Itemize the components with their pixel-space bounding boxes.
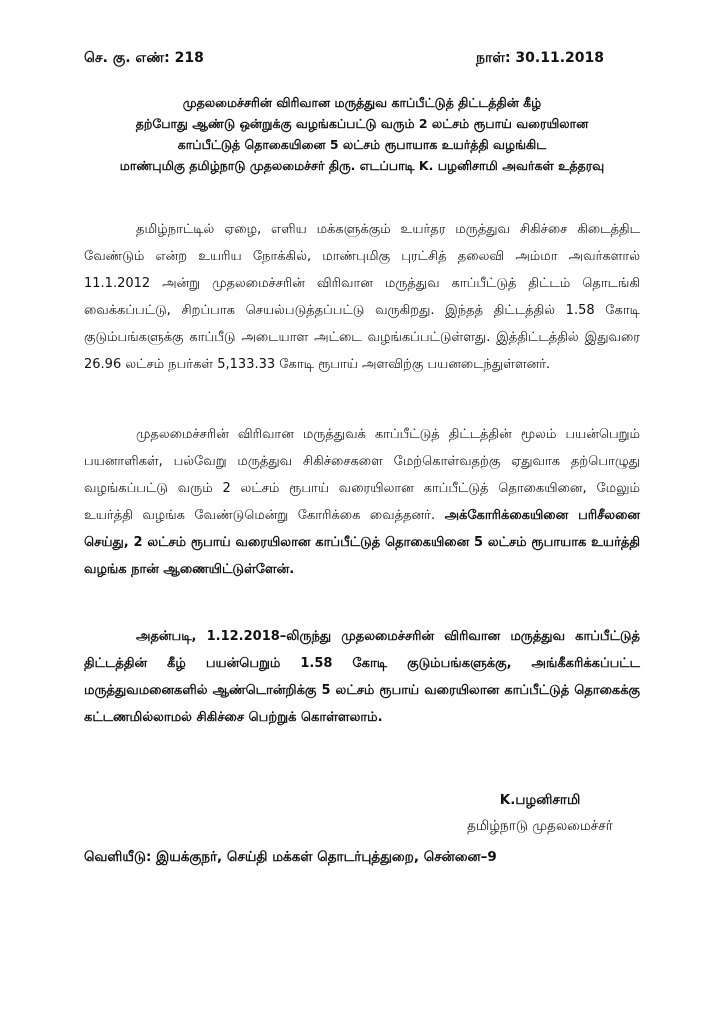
paragraph-effective-date: அதன்படி, 1.12.2018–லிருந்து முதலமைச்சரின் விரிவான மருத்துவ காப்பீட்டுத் திட்டத்தின் கீழ் பயன்பெறும் 1.58 கோடி குடும்பங்களுக்கு, அங்கீகரிக்கப்பட்ட மருத்துவமனைகளில் ஆண்டொன்றிக்கு 5 லட்சம் ரூபாய் வரையிலான காப்பீட்டுத் தொகைக்கு கட்டணமில்லாமல் சிகிச்சை பெற்றுக் கொள்ளலாம். [84,629,640,725]
subject-line: காப்பீட்டுத் தொகையினை 5 லட்சம் ரூபாயாக உயர்த்தி வழங்கிட [177,137,547,152]
release-footer: வெளியீடு: இயக்குநர், செய்தி மக்கள் தொடர்புத்துறை, சென்னை–9 [84,849,497,865]
subject-line: மாண்புமிகு தமிழ்நாடு முதலமைச்சர் திரு. எடப்பாடி K. பழனிசாமி அவர்கள் உத்தரவு [119,158,605,173]
paragraph-request-text: முதலமைச்சரின் விரிவான மருத்துவக் காப்பீட்டுத் திட்டத்தின் மூலம் பயன்பெறும் பயனாளிகள், பல்வேறு மருத்துவ சிகிச்சைகளை மேற்கொள்வதற்கு ஏதுவாக தற்பொழுது வழங்கப்பட்டு வரும் 2 லட்சம் ரூபாய் வரையிலான காப்பீட்டுத் தொகையினை, மேலும் உயர்த்தி வழங்க வேண்டுமென்று கோரிக்கை வைத்தனர். [84,427,640,523]
paragraph-order-text: அக்கோரிக்கையினை பரிசீலனை செய்து, 2 லட்சம் ரூபாய் வரையிலான காப்பீட்டுத் தொகையினை 5 லட்சம் ரூபாயாக உயர்த்தி வழங்க நான் ஆணையிட்டுள்ளேன். [84,508,641,577]
signature-block [440,787,640,839]
paragraph-order [84,421,640,583]
signatory-name: K.பழனிசாமி [499,792,581,808]
subject-heading [60,92,664,176]
reference-line [84,50,604,68]
reference-number: செ. கு. எண்: 218 [84,50,204,66]
paragraph-scheme-background: தமிழ்நாட்டில் ஏழை, எளிய மக்களுக்கும் உயர்தர மருத்துவ சிகிச்சை கிடைத்திட வேண்டும் என்ற உயரிய நோக்கில், மாண்புமிகு புரட்சித் தலைவி அம்மா அவர்களால் 11.1.2012 அன்று முதலமைச்சரின் விரிவான மருத்துவ காப்பீட்டுத் திட்டம் தொடங்கி வைக்கப்பட்டு, சிறப்பாக செயல்படுத்தப்பட்டு வருகிறது. இந்தத் திட்டத்தில் 1.58 கோடி குடும்பங்களுக்கு காப்பீடு அடையாள அட்டை வழங்கப்பட்டுள்ளது. இத்திட்டத்தில் இதுவரை 26.96 லட்சம் நபர்கள் 5,133.33 கோடி ரூபாய் அளவிற்கு பயனடைந்துள்ளனர். [84,222,640,372]
subject-line: தற்போது ஆண்டு ஒன்றுக்கு வழங்கப்பட்டு வரும் 2 லட்சம் ரூபாய் வரையிலான [135,116,589,131]
signatory-title: தமிழ்நாடு முதலமைச்சர் [467,818,613,834]
release-date: நாள்: 30.11.2018 [476,50,604,66]
subject-line: முதலமைச்சரின் விரிவான மருத்துவ காப்பீட்டுத் திட்டத்தின் கீழ் [182,95,542,110]
